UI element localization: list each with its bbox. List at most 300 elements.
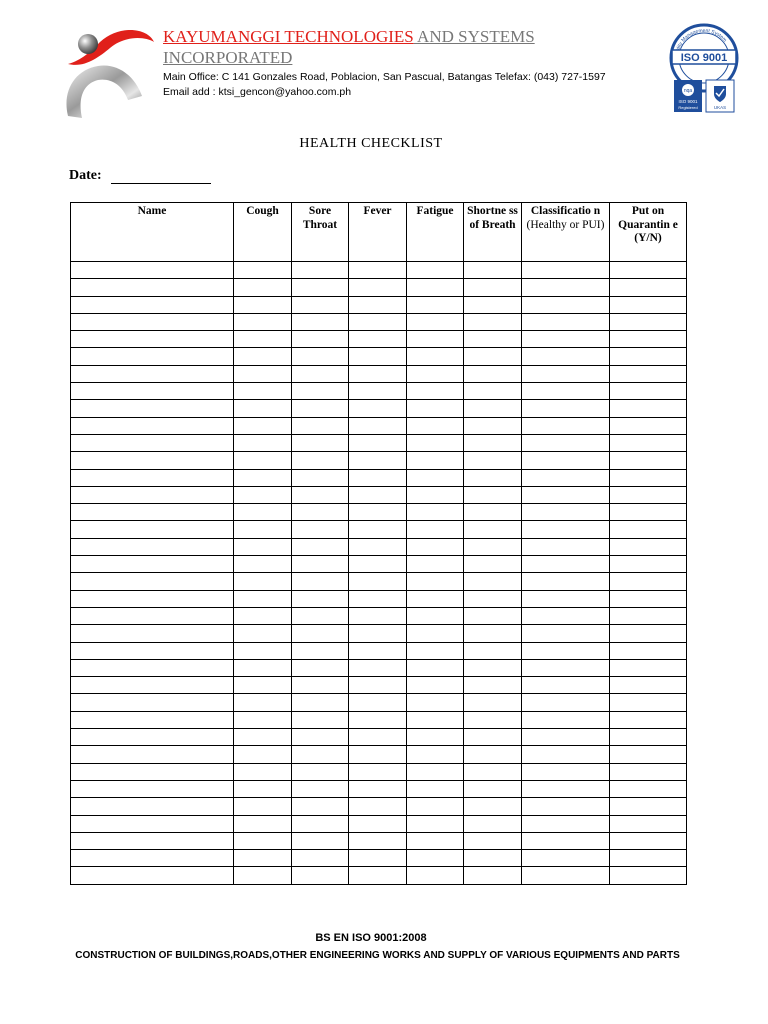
table-cell[interactable]	[464, 469, 522, 486]
table-cell[interactable]	[349, 331, 407, 348]
table-cell[interactable]	[610, 262, 687, 279]
table-cell[interactable]	[234, 279, 292, 296]
table-cell[interactable]	[71, 434, 234, 451]
table-cell[interactable]	[464, 729, 522, 746]
table-cell[interactable]	[234, 504, 292, 521]
table-cell[interactable]	[71, 538, 234, 555]
table-cell[interactable]	[610, 832, 687, 849]
table-cell[interactable]	[349, 556, 407, 573]
table-cell[interactable]	[71, 815, 234, 832]
table-cell[interactable]	[407, 434, 464, 451]
table-cell[interactable]	[292, 486, 349, 503]
table-cell[interactable]	[234, 763, 292, 780]
table-row	[71, 400, 687, 417]
table-cell[interactable]	[292, 348, 349, 365]
table-cell[interactable]	[464, 711, 522, 728]
table-cell[interactable]	[71, 279, 234, 296]
table-cell[interactable]	[71, 573, 234, 590]
table-cell[interactable]	[407, 383, 464, 400]
table-cell[interactable]	[71, 711, 234, 728]
table-cell[interactable]	[610, 504, 687, 521]
table-cell[interactable]	[464, 607, 522, 624]
table-cell[interactable]	[464, 625, 522, 642]
table-cell[interactable]	[71, 729, 234, 746]
table-cell[interactable]	[407, 521, 464, 538]
table-cell[interactable]	[234, 625, 292, 642]
table-cell[interactable]	[407, 780, 464, 797]
table-cell[interactable]	[234, 607, 292, 624]
table-cell[interactable]	[71, 642, 234, 659]
table-cell[interactable]	[407, 313, 464, 330]
table-cell[interactable]	[292, 850, 349, 867]
table-cell[interactable]	[407, 331, 464, 348]
table-cell[interactable]	[71, 365, 234, 382]
table-cell[interactable]	[292, 279, 349, 296]
table-cell[interactable]	[522, 642, 610, 659]
table-cell[interactable]	[349, 365, 407, 382]
table-cell[interactable]	[292, 331, 349, 348]
table-cell[interactable]	[234, 746, 292, 763]
table-row	[71, 850, 687, 867]
table-cell[interactable]	[522, 729, 610, 746]
table-cell[interactable]	[349, 815, 407, 832]
table-cell[interactable]	[292, 262, 349, 279]
table-cell[interactable]	[464, 313, 522, 330]
table-cell[interactable]	[292, 677, 349, 694]
table-cell[interactable]	[349, 296, 407, 313]
table-cell[interactable]	[407, 746, 464, 763]
table-cell[interactable]	[234, 521, 292, 538]
table-cell[interactable]	[292, 625, 349, 642]
table-cell[interactable]	[522, 798, 610, 815]
table-cell[interactable]	[464, 867, 522, 884]
table-cell[interactable]	[349, 486, 407, 503]
table-cell[interactable]	[407, 469, 464, 486]
table-cell[interactable]	[234, 867, 292, 884]
table-cell[interactable]	[522, 538, 610, 555]
table-cell[interactable]	[71, 677, 234, 694]
table-cell[interactable]	[407, 296, 464, 313]
table-cell[interactable]	[522, 417, 610, 434]
table-cell[interactable]	[522, 331, 610, 348]
table-cell[interactable]	[464, 763, 522, 780]
table-cell[interactable]	[234, 729, 292, 746]
table-cell[interactable]	[407, 677, 464, 694]
table-cell[interactable]	[610, 521, 687, 538]
table-cell[interactable]	[292, 538, 349, 555]
table-cell[interactable]	[71, 383, 234, 400]
table-cell[interactable]	[71, 348, 234, 365]
table-cell[interactable]	[292, 417, 349, 434]
table-cell[interactable]	[234, 348, 292, 365]
table-cell[interactable]	[349, 434, 407, 451]
table-cell[interactable]	[349, 417, 407, 434]
table-cell[interactable]	[349, 850, 407, 867]
table-cell[interactable]	[522, 469, 610, 486]
table-cell[interactable]	[522, 763, 610, 780]
table-cell[interactable]	[407, 832, 464, 849]
table-cell[interactable]	[610, 746, 687, 763]
table-cell[interactable]	[234, 365, 292, 382]
table-cell[interactable]	[71, 452, 234, 469]
table-cell[interactable]	[610, 400, 687, 417]
table-cell[interactable]	[464, 383, 522, 400]
table-cell[interactable]	[71, 262, 234, 279]
table-cell[interactable]	[71, 296, 234, 313]
table-cell[interactable]	[464, 832, 522, 849]
table-cell[interactable]	[464, 452, 522, 469]
table-cell[interactable]	[610, 763, 687, 780]
table-cell[interactable]	[349, 677, 407, 694]
table-cell[interactable]	[349, 383, 407, 400]
table-cell[interactable]	[71, 850, 234, 867]
table-cell[interactable]	[292, 711, 349, 728]
table-cell[interactable]	[349, 521, 407, 538]
table-cell[interactable]	[464, 556, 522, 573]
table-cell[interactable]	[292, 383, 349, 400]
table-cell[interactable]	[234, 417, 292, 434]
table-cell[interactable]	[71, 504, 234, 521]
table-cell[interactable]	[464, 573, 522, 590]
table-cell[interactable]	[407, 348, 464, 365]
column-header-shortness-of-breath: Shortne ss of Breath	[464, 203, 522, 262]
table-cell[interactable]	[349, 538, 407, 555]
table-cell[interactable]	[464, 798, 522, 815]
table-cell[interactable]	[407, 590, 464, 607]
table-cell[interactable]	[407, 729, 464, 746]
table-cell[interactable]	[292, 867, 349, 884]
table-cell[interactable]	[610, 677, 687, 694]
table-cell[interactable]	[71, 590, 234, 607]
table-cell[interactable]	[610, 279, 687, 296]
table-cell[interactable]	[610, 590, 687, 607]
table-cell[interactable]	[522, 521, 610, 538]
table-cell[interactable]	[522, 607, 610, 624]
table-cell[interactable]	[234, 538, 292, 555]
email-address: Email add : ktsi_gencon@yahoo.com.ph	[163, 86, 352, 98]
table-cell[interactable]	[522, 296, 610, 313]
certification-standard: BS EN ISO 9001:2008	[315, 932, 427, 944]
table-cell[interactable]	[234, 434, 292, 451]
table-cell[interactable]	[610, 867, 687, 884]
table-cell[interactable]	[349, 504, 407, 521]
table-cell[interactable]	[349, 400, 407, 417]
table-cell[interactable]	[71, 556, 234, 573]
table-cell[interactable]	[407, 850, 464, 867]
table-cell[interactable]	[610, 659, 687, 676]
table-cell[interactable]	[71, 867, 234, 884]
table-cell[interactable]	[349, 711, 407, 728]
table-cell[interactable]	[292, 763, 349, 780]
table-cell[interactable]	[522, 625, 610, 642]
table-cell[interactable]	[407, 486, 464, 503]
table-cell[interactable]	[71, 331, 234, 348]
table-cell[interactable]	[292, 607, 349, 624]
table-cell[interactable]	[407, 573, 464, 590]
date-blank-line[interactable]	[111, 169, 211, 184]
table-cell[interactable]	[292, 296, 349, 313]
table-cell[interactable]	[234, 677, 292, 694]
table-cell[interactable]	[407, 504, 464, 521]
table-cell[interactable]	[292, 815, 349, 832]
table-cell[interactable]	[234, 383, 292, 400]
table-cell[interactable]	[349, 573, 407, 590]
table-cell[interactable]	[610, 556, 687, 573]
table-cell[interactable]	[349, 642, 407, 659]
table-row	[71, 832, 687, 849]
table-cell[interactable]	[349, 729, 407, 746]
table-cell[interactable]	[71, 313, 234, 330]
table-cell[interactable]	[610, 383, 687, 400]
table-cell[interactable]	[349, 607, 407, 624]
table-cell[interactable]	[292, 556, 349, 573]
table-cell[interactable]	[234, 694, 292, 711]
table-cell[interactable]	[349, 590, 407, 607]
table-cell[interactable]	[234, 469, 292, 486]
table-cell[interactable]	[522, 279, 610, 296]
table-cell[interactable]	[464, 365, 522, 382]
table-cell[interactable]	[71, 659, 234, 676]
table-cell[interactable]	[292, 832, 349, 849]
table-cell[interactable]	[610, 850, 687, 867]
table-cell[interactable]	[464, 780, 522, 797]
table-cell[interactable]	[610, 365, 687, 382]
table-cell[interactable]	[407, 763, 464, 780]
table-cell[interactable]	[71, 780, 234, 797]
table-cell[interactable]	[522, 711, 610, 728]
table-cell[interactable]	[464, 659, 522, 676]
table-cell[interactable]	[292, 694, 349, 711]
table-cell[interactable]	[349, 746, 407, 763]
table-cell[interactable]	[610, 694, 687, 711]
table-cell[interactable]	[610, 296, 687, 313]
table-cell[interactable]	[349, 348, 407, 365]
table-cell[interactable]	[292, 659, 349, 676]
table-cell[interactable]	[464, 279, 522, 296]
table-cell[interactable]	[292, 521, 349, 538]
table-cell[interactable]	[349, 625, 407, 642]
table-cell[interactable]	[464, 486, 522, 503]
table-cell[interactable]	[292, 434, 349, 451]
table-cell[interactable]	[522, 867, 610, 884]
table-cell[interactable]	[464, 417, 522, 434]
table-cell[interactable]	[522, 850, 610, 867]
table-cell[interactable]	[292, 469, 349, 486]
table-cell[interactable]	[234, 452, 292, 469]
table-cell[interactable]	[522, 694, 610, 711]
table-cell[interactable]	[464, 348, 522, 365]
table-cell[interactable]	[464, 850, 522, 867]
table-cell[interactable]	[522, 815, 610, 832]
table-cell[interactable]	[407, 400, 464, 417]
table-cell[interactable]	[292, 313, 349, 330]
table-cell[interactable]	[349, 279, 407, 296]
table-cell[interactable]	[522, 452, 610, 469]
table-cell[interactable]	[292, 365, 349, 382]
table-cell[interactable]	[407, 625, 464, 642]
table-cell[interactable]	[610, 313, 687, 330]
table-cell[interactable]	[234, 815, 292, 832]
table-cell[interactable]	[234, 262, 292, 279]
table-cell[interactable]	[292, 573, 349, 590]
table-cell[interactable]	[71, 521, 234, 538]
table-cell[interactable]	[522, 556, 610, 573]
table-cell[interactable]	[522, 313, 610, 330]
table-cell[interactable]	[522, 262, 610, 279]
table-cell[interactable]	[407, 452, 464, 469]
table-cell[interactable]	[349, 832, 407, 849]
table-cell[interactable]	[522, 365, 610, 382]
table-cell[interactable]	[234, 590, 292, 607]
table-cell[interactable]	[292, 746, 349, 763]
table-cell[interactable]	[407, 642, 464, 659]
table-cell[interactable]	[292, 400, 349, 417]
table-row	[71, 521, 687, 538]
table-cell[interactable]	[407, 279, 464, 296]
table-cell[interactable]	[522, 590, 610, 607]
table-cell[interactable]	[71, 607, 234, 624]
table-cell[interactable]	[234, 659, 292, 676]
table-cell[interactable]	[292, 504, 349, 521]
table-cell[interactable]	[464, 694, 522, 711]
table-cell[interactable]	[610, 573, 687, 590]
table-cell[interactable]	[522, 746, 610, 763]
table-cell[interactable]	[234, 400, 292, 417]
table-cell[interactable]	[71, 832, 234, 849]
table-cell[interactable]	[407, 711, 464, 728]
table-cell[interactable]	[234, 313, 292, 330]
table-cell[interactable]	[610, 729, 687, 746]
table-cell[interactable]	[407, 694, 464, 711]
table-cell[interactable]	[610, 815, 687, 832]
table-cell[interactable]	[71, 400, 234, 417]
table-cell[interactable]	[407, 815, 464, 832]
table-cell[interactable]	[349, 867, 407, 884]
table-cell[interactable]	[71, 694, 234, 711]
table-cell[interactable]	[349, 659, 407, 676]
table-cell[interactable]	[234, 780, 292, 797]
table-cell[interactable]	[234, 832, 292, 849]
table-cell[interactable]	[610, 434, 687, 451]
table-cell[interactable]	[610, 331, 687, 348]
table-cell[interactable]	[610, 625, 687, 642]
table-cell[interactable]	[522, 677, 610, 694]
table-cell[interactable]	[407, 417, 464, 434]
table-cell[interactable]	[349, 780, 407, 797]
table-cell[interactable]	[522, 434, 610, 451]
table-cell[interactable]	[407, 538, 464, 555]
table-cell[interactable]	[610, 711, 687, 728]
table-cell[interactable]	[464, 642, 522, 659]
table-cell[interactable]	[349, 694, 407, 711]
table-cell[interactable]	[522, 486, 610, 503]
table-cell[interactable]	[610, 780, 687, 797]
table-cell[interactable]	[464, 504, 522, 521]
table-cell[interactable]	[464, 815, 522, 832]
table-cell[interactable]	[610, 607, 687, 624]
table-cell[interactable]	[71, 798, 234, 815]
table-cell[interactable]	[610, 486, 687, 503]
table-cell[interactable]	[234, 798, 292, 815]
table-cell[interactable]	[292, 452, 349, 469]
table-cell[interactable]	[522, 400, 610, 417]
table-cell[interactable]	[610, 538, 687, 555]
table-cell[interactable]	[464, 262, 522, 279]
table-cell[interactable]	[234, 556, 292, 573]
office-address: Main Office: C 141 Gonzales Road, Poblacion, San Pascual, Batangas Telefax: (043) 727-1597	[163, 71, 606, 83]
svg-text:Quality Management System: lity Management System	[676, 27, 728, 50]
table-cell[interactable]	[349, 262, 407, 279]
table-cell[interactable]	[464, 746, 522, 763]
table-cell[interactable]	[349, 798, 407, 815]
table-cell[interactable]	[464, 677, 522, 694]
date-label: Date:	[69, 168, 102, 183]
table-cell[interactable]	[349, 452, 407, 469]
table-cell[interactable]	[234, 486, 292, 503]
table-cell[interactable]	[71, 625, 234, 642]
table-cell[interactable]	[234, 296, 292, 313]
table-cell[interactable]	[522, 383, 610, 400]
table-cell[interactable]	[522, 573, 610, 590]
table-cell[interactable]	[349, 313, 407, 330]
table-cell[interactable]	[610, 452, 687, 469]
table-cell[interactable]	[292, 798, 349, 815]
table-cell[interactable]	[349, 469, 407, 486]
table-cell[interactable]	[610, 348, 687, 365]
date-field	[69, 168, 211, 184]
table-cell[interactable]	[407, 798, 464, 815]
table-cell[interactable]	[464, 400, 522, 417]
table-cell[interactable]	[71, 417, 234, 434]
table-cell[interactable]	[522, 348, 610, 365]
table-cell[interactable]	[522, 659, 610, 676]
table-cell[interactable]	[292, 780, 349, 797]
table-cell[interactable]	[464, 296, 522, 313]
table-cell[interactable]	[464, 538, 522, 555]
table-cell[interactable]	[71, 486, 234, 503]
table-cell[interactable]	[610, 417, 687, 434]
table-cell[interactable]	[292, 729, 349, 746]
table-cell[interactable]	[464, 590, 522, 607]
table-cell[interactable]	[234, 711, 292, 728]
table-cell[interactable]	[234, 642, 292, 659]
table-cell[interactable]	[71, 469, 234, 486]
table-cell[interactable]	[464, 434, 522, 451]
table-cell[interactable]	[407, 262, 464, 279]
table-cell[interactable]	[610, 798, 687, 815]
table-cell[interactable]	[407, 365, 464, 382]
table-cell[interactable]	[522, 832, 610, 849]
table-cell[interactable]	[292, 642, 349, 659]
table-cell[interactable]	[407, 659, 464, 676]
table-cell[interactable]	[407, 607, 464, 624]
table-cell[interactable]	[522, 504, 610, 521]
table-cell[interactable]	[522, 780, 610, 797]
table-cell[interactable]	[292, 590, 349, 607]
table-cell[interactable]	[610, 469, 687, 486]
table-cell[interactable]	[71, 746, 234, 763]
table-cell[interactable]	[349, 763, 407, 780]
table-cell[interactable]	[464, 521, 522, 538]
table-cell[interactable]	[407, 556, 464, 573]
table-cell[interactable]	[610, 642, 687, 659]
table-cell[interactable]	[71, 763, 234, 780]
table-cell[interactable]	[464, 331, 522, 348]
table-cell[interactable]	[407, 867, 464, 884]
table-cell[interactable]	[234, 850, 292, 867]
table-cell[interactable]	[234, 573, 292, 590]
table-cell[interactable]	[234, 331, 292, 348]
